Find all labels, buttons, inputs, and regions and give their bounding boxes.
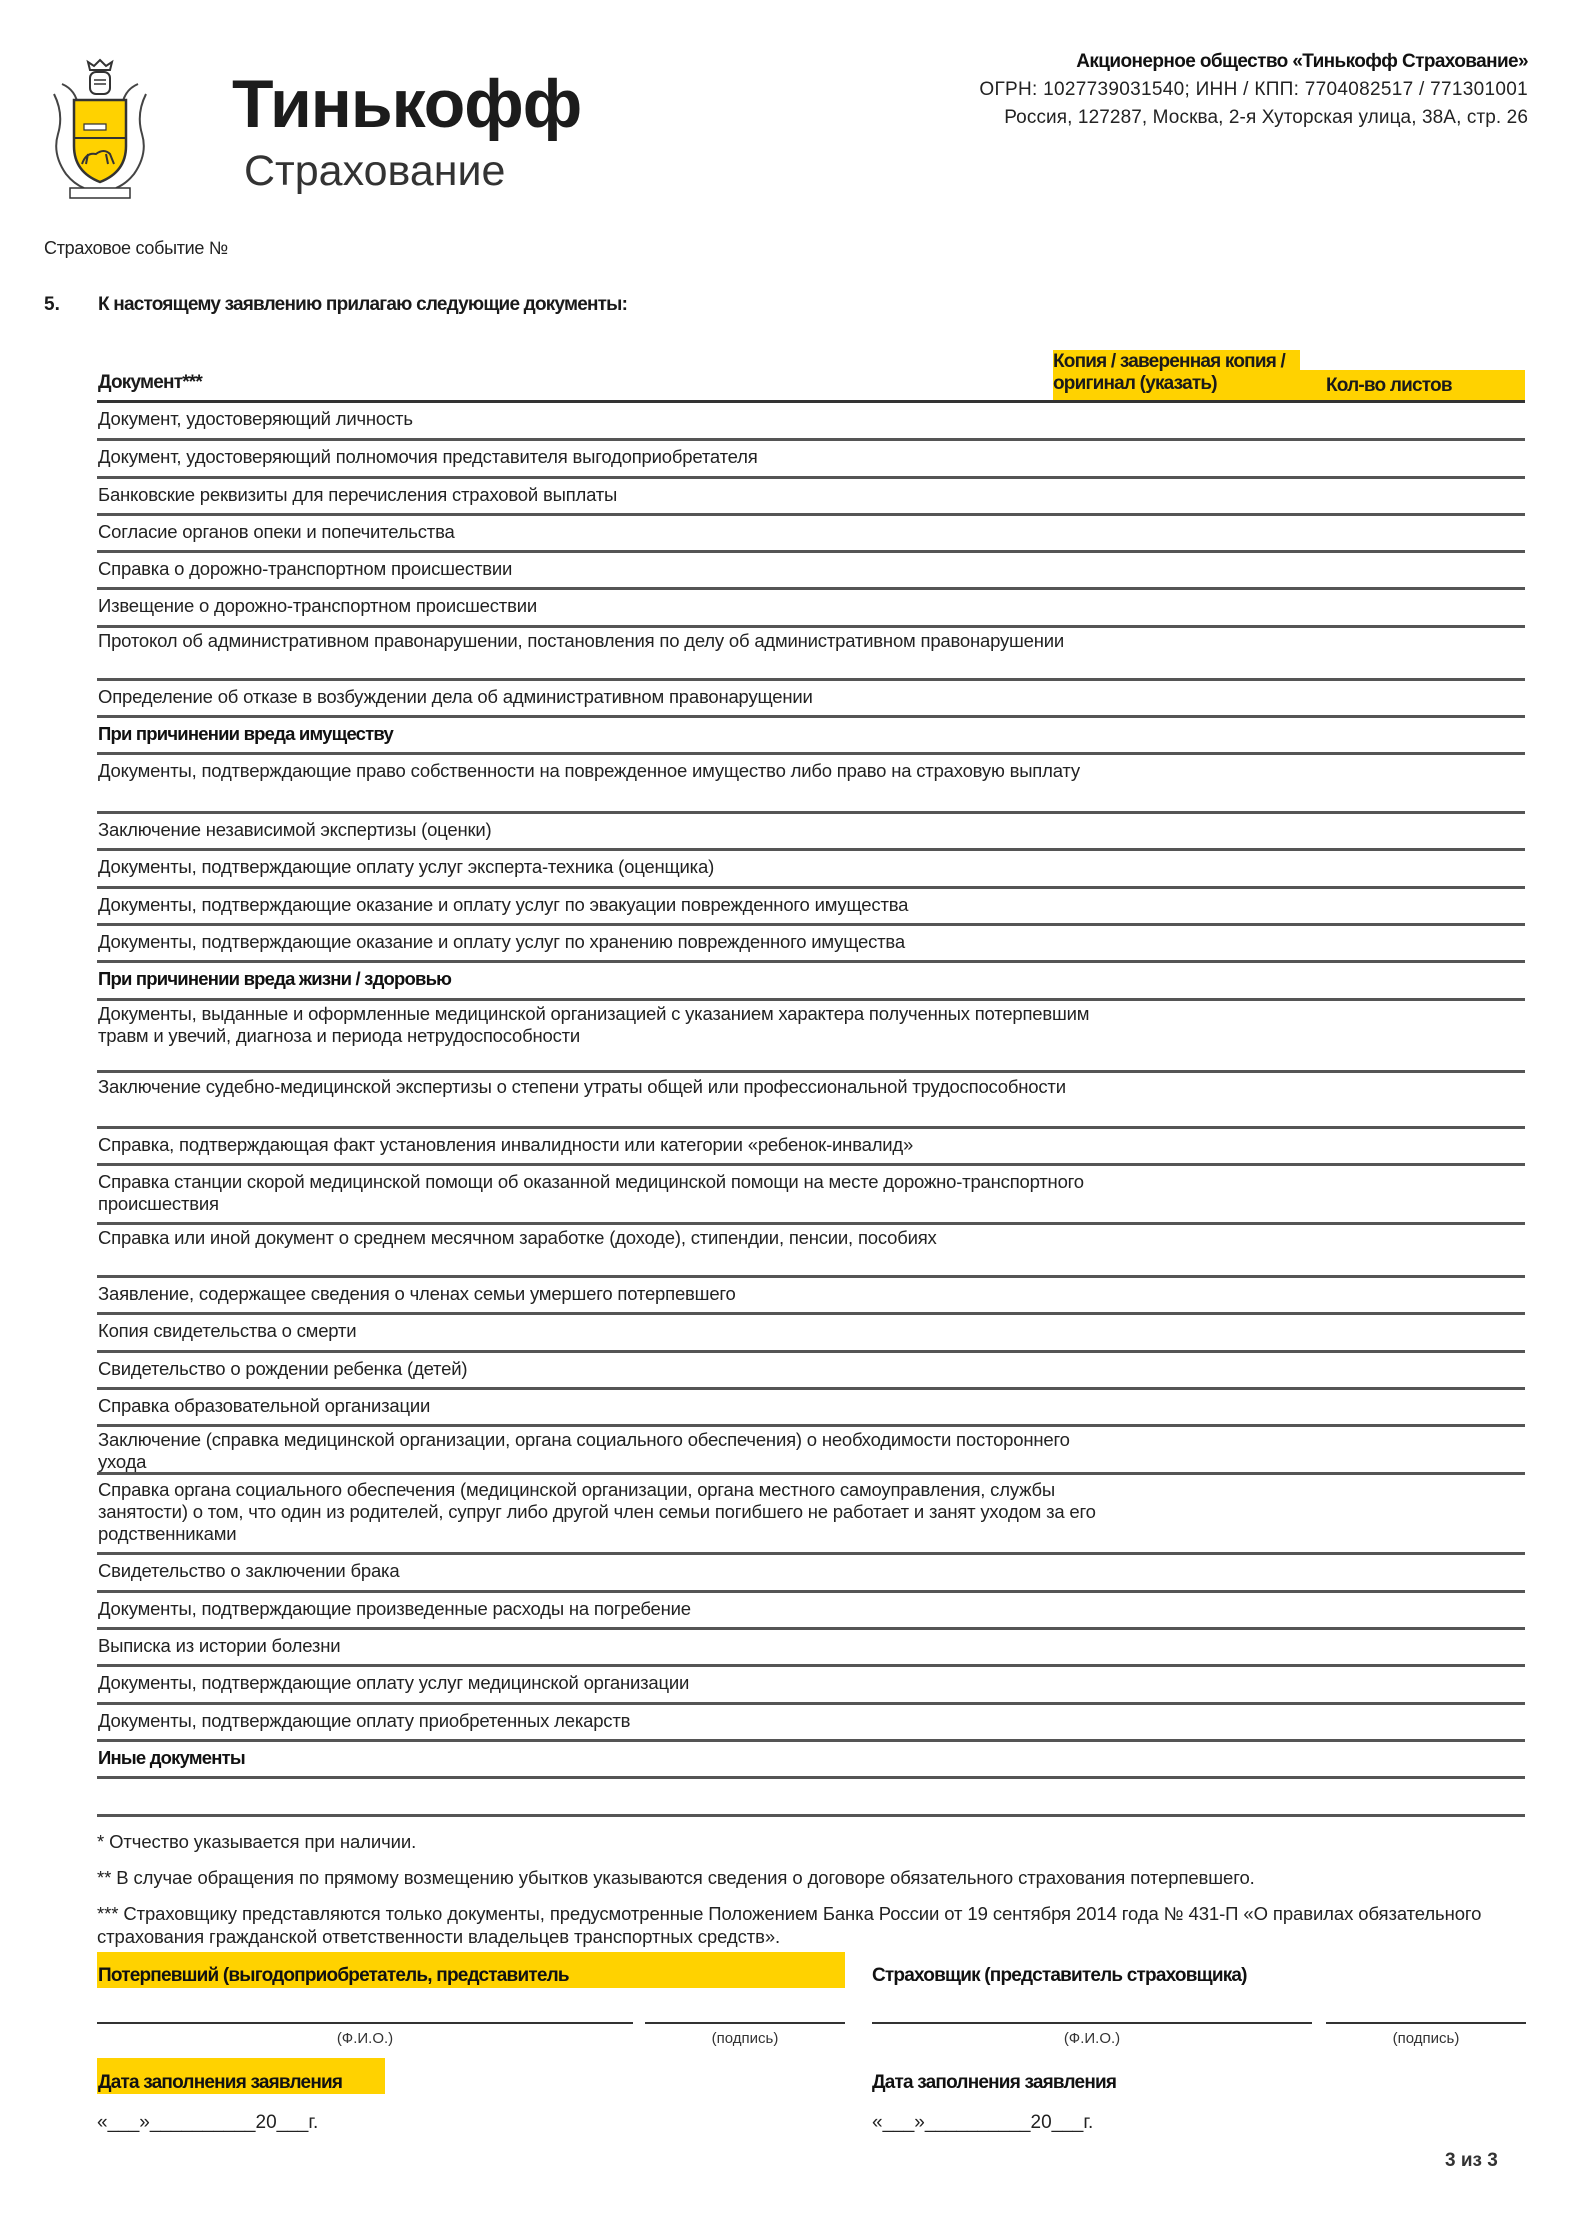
- table-row: Справка о дорожно-транспортном происшествии: [98, 557, 513, 579]
- table-row-rule: [97, 1275, 1525, 1278]
- table-section-header: При причинении вреда жизни / здоровью: [98, 968, 452, 989]
- table-row-rule: [97, 550, 1525, 553]
- insurer-name-caption: (Ф.И.О.): [1063, 2030, 1121, 2047]
- footnote-2: ** В случае обращения по прямому возмещению убытков указываются сведения о договоре обязательного страхования потерпевшего.: [97, 1867, 1255, 1888]
- table-row-rule: [97, 625, 1525, 628]
- section-title: К настоящему заявлению прилагаю следующие документы:: [98, 294, 628, 315]
- victim-date-field[interactable]: «___»__________20___г.: [97, 2112, 319, 2133]
- table-row: Документы, подтверждающие оплату услуг эксперта-техника (оценщика): [98, 856, 715, 877]
- table-row: Согласие органов опеки и попечительства: [98, 520, 455, 542]
- table-row: Заключение судебно-медицинской экспертизы о степени утраты общей или профессиональной трудоспособности: [98, 1076, 1066, 1097]
- table-row: Банковские реквизиты для перечисления страховой выплаты: [98, 483, 618, 505]
- table-row-rule: [97, 1222, 1525, 1225]
- table-row: Справка станции скорой медицинской помощи об оказанной медицинской помощи на месте дорожно-транспортного происшествия: [98, 1170, 1084, 1214]
- page-indicator: 3 из 3: [1445, 2150, 1498, 2171]
- coat-of-arms-logo-icon: [44, 54, 156, 206]
- table-row: Свидетельство о рождении ребенка (детей): [98, 1357, 468, 1379]
- column-header-copy-type: Копия / заверенная копия / оригинал (указать): [1053, 350, 1300, 402]
- table-row-rule: [97, 848, 1525, 851]
- table-row: Свидетельство о заключении брака: [98, 1560, 400, 1581]
- table-row: Заявление, содержащее сведения о членах семьи умершего потерпевшего: [98, 1282, 736, 1304]
- victim-date-title: Дата заполнения заявления: [98, 2072, 343, 2093]
- table-row: Документ, удостоверяющий полномочия представителя выгодоприобретателя: [98, 446, 758, 467]
- table-row: Копия свидетельства о смерти: [98, 1320, 357, 1341]
- table-row-rule: [97, 1702, 1525, 1705]
- table-row: Справка органа социального обеспечения (медицинской организации, органа местного самоуправления, службы занятости) о том, что один из родителей, супруг либо другой член семьи погибшего не работает и занят уходом за его родственниками: [98, 1479, 1096, 1544]
- table-row: Документы, выданные и оформленные медицинской организацией с указанием характера полученных потерпевшим травм и увечий, диагноза и периода нетрудоспособности: [98, 1003, 1090, 1046]
- table-row-rule: [97, 587, 1525, 590]
- table-row-rule: [97, 1552, 1525, 1555]
- insurer-title: Страховщик (представитель страховщика): [872, 1965, 1247, 1986]
- table-row: Документы, подтверждающие оплату приобретенных лекарств: [98, 1709, 631, 1731]
- table-row-rule: [97, 1424, 1525, 1427]
- table-row-rule: [97, 438, 1525, 441]
- footnote-1: * Отчество указывается при наличии.: [97, 1831, 417, 1852]
- company-info: [979, 52, 1528, 127]
- table-row: Справка образовательной организации: [98, 1394, 431, 1416]
- victim-title: Потерпевший (выгодоприобретатель, представитель: [98, 1965, 569, 1986]
- table-row-rule: [97, 1627, 1525, 1630]
- table-row-rule: [97, 476, 1525, 479]
- table-row-rule: [97, 513, 1525, 516]
- table-row-rule: [97, 1070, 1525, 1073]
- table-row-rule: [97, 1739, 1525, 1742]
- table-row-rule: [97, 1312, 1525, 1315]
- table-row: Протокол об административном правонарушении, постановления по делу об административном правонарушении: [98, 630, 1065, 651]
- column-header-document: Документ***: [98, 372, 202, 393]
- table-row-rule: [97, 1387, 1525, 1390]
- table-row-rule: [97, 678, 1525, 681]
- table-row: Определение об отказе в возбуждении дела об административном правонарущении: [98, 685, 813, 707]
- table-row: Документы, подтверждающие оказание и оплату услуг по хранению поврежденного имущества: [98, 930, 905, 952]
- table-row: Извещение о дорожно-транспортном происшествии: [98, 595, 537, 616]
- table-row-rule: [97, 960, 1525, 963]
- table-section-header: При причинении вреда имуществу: [98, 722, 394, 744]
- company-name: Акционерное общество «Тинькофф Страхование»: [1076, 51, 1528, 72]
- table-row: Документы, подтверждающие оплату услуг медицинской организации: [98, 1672, 690, 1693]
- victim-name-caption: (Ф.И.О.): [336, 2030, 394, 2047]
- insurer-name-field[interactable]: [872, 2022, 1312, 2024]
- table-row: Заключение независимой экспертизы (оценки): [98, 818, 492, 840]
- insurer-signature-caption: (подпись): [1392, 2030, 1460, 2047]
- table-row: Документ, удостоверяющий личность: [98, 408, 413, 429]
- table-row: Документы, подтверждающие право собственности на поврежденное имущество либо право на страховую выплату: [98, 759, 1080, 781]
- table-header-rule: [97, 400, 1525, 403]
- table-row-rule: [97, 715, 1525, 718]
- table-row-rule: [97, 1163, 1525, 1166]
- insurer-date-field[interactable]: «___»__________20___г.: [872, 2112, 1094, 2133]
- table-row-rule: [97, 811, 1525, 814]
- insurer-date-title: Дата заполнения заявления: [872, 2072, 1117, 2093]
- victim-signature-field[interactable]: [645, 2022, 845, 2024]
- table-row: Выписка из истории болезни: [98, 1634, 341, 1656]
- column-header-sheet-count: Кол-во листов: [1300, 370, 1525, 402]
- table-row-rule: [97, 1472, 1525, 1475]
- table-row-rule: [97, 1776, 1525, 1779]
- table-row-rule: [97, 1126, 1525, 1129]
- brand-subtitle: Страхование: [244, 147, 506, 195]
- section-number: 5.: [44, 294, 60, 315]
- footnote-3: *** Страховщику представляются только документы, предусмотренные Положением Банка России от 19 сентября 2014 года № 431-П «О правилах обязательного страхования гражданской ответственности владельцев транспортных средств».: [97, 1903, 1482, 1947]
- victim-name-field[interactable]: [97, 2022, 633, 2024]
- table-row-rule: [97, 752, 1525, 755]
- table-row: Документы, подтверждающие оказание и оплату услуг по эвакуации поврежденного имущества: [98, 893, 909, 915]
- table-row-rule: [97, 998, 1525, 1001]
- table-row-rule: [97, 1814, 1525, 1817]
- table-row-rule: [97, 886, 1525, 889]
- table-row-rule: [97, 923, 1525, 926]
- table-row-rule: [97, 1590, 1525, 1593]
- victim-signature-caption: (подпись): [711, 2030, 779, 2047]
- table-row: Заключение (справка медицинской организации, органа социального обеспечения) о необходимости постороннего ухода: [98, 1429, 1070, 1472]
- brand-name: Тинькофф: [232, 66, 582, 142]
- insurance-event-label: Страховое событие №: [44, 238, 228, 258]
- table-row: Справка или иной документ о среднем месячном заработке (доходе), стипендии, пенсии, пособиях: [98, 1227, 937, 1248]
- company-registration: ОГРН: 1027739031540; ИНН / КПП: 7704082517 / 771301001: [979, 79, 1528, 100]
- table-row-rule: [97, 1664, 1525, 1667]
- company-address: Россия, 127287, Москва, 2-я Хуторская улица, 38А, стр. 26: [1004, 107, 1528, 128]
- table-section-header: Иные документы: [98, 1746, 245, 1768]
- table-row-rule: [97, 1350, 1525, 1353]
- table-row: Справка, подтверждающая факт установления инвалидности или категории «ребенок-инвалид»: [98, 1133, 914, 1155]
- table-row: Документы, подтверждающие произведенные расходы на погребение: [98, 1597, 691, 1619]
- insurer-signature-field[interactable]: [1326, 2022, 1526, 2024]
